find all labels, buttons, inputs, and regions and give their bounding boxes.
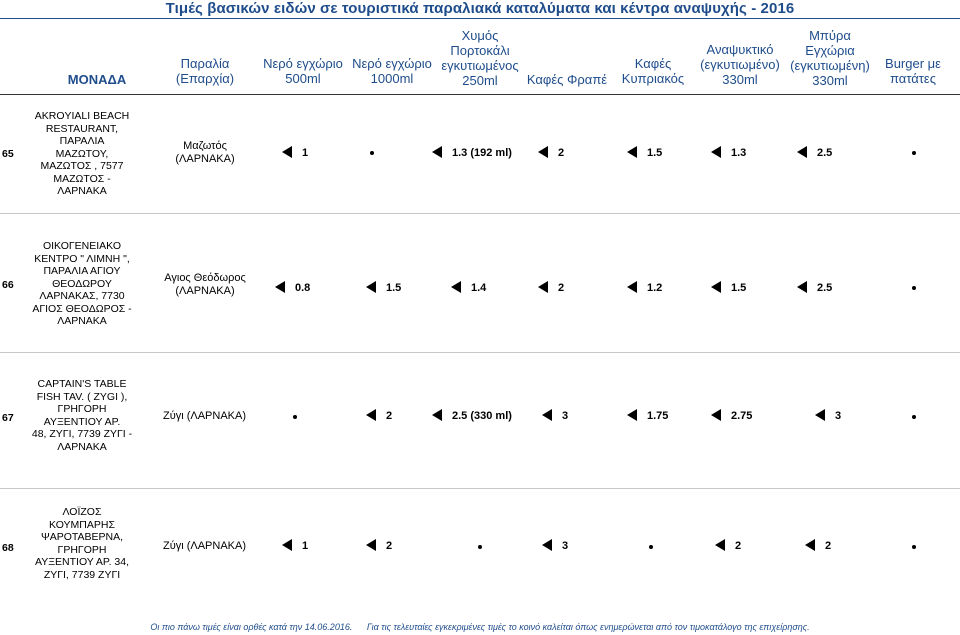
price-juice: 2.5 (330 ml) xyxy=(432,410,512,423)
price-soft-drink: 2.75 xyxy=(711,410,752,423)
arrow-icon xyxy=(451,281,461,293)
header-soft-drink: Αναψυκτικό (εγκυτιωμένο) 330ml xyxy=(700,42,780,87)
price-water-1000: 2 xyxy=(366,410,392,423)
arrow-icon xyxy=(797,146,807,158)
arrow-icon xyxy=(542,409,552,421)
dot-icon xyxy=(370,151,374,155)
dot-icon xyxy=(912,286,916,290)
title-underline xyxy=(0,18,960,19)
price-beer: 3 xyxy=(815,410,841,423)
row-number: 66 xyxy=(2,279,14,291)
beach-town: Μαζωτός (ΛΑΡΝΑΚΑ) xyxy=(175,140,235,165)
price-cypriot-coffee: 1.75 xyxy=(627,410,668,423)
dot-icon xyxy=(478,545,482,549)
business-name: CAPTAIN'S TABLE FISH TAV. ( ZYGI ), ΓΡΗΓΟΡΗ ΑΥΞΕΝΤΙΟΥ ΑΡ. 48, ΖΥΓΙ, 7739 ΖΥΓΙ - ΛΑΡΝΑΚΑ xyxy=(31,378,133,453)
price-juice: 1.4 xyxy=(451,282,486,295)
price-beer: 2.5 xyxy=(797,147,832,160)
arrow-icon xyxy=(542,539,552,551)
arrow-icon xyxy=(711,409,721,421)
beach-town: Ζύγι (ΛΑΡΝΑΚΑ) xyxy=(162,410,247,422)
dot-icon xyxy=(649,545,653,549)
arrow-icon xyxy=(711,281,721,293)
footer-note xyxy=(0,622,960,632)
arrow-icon xyxy=(627,409,637,421)
row-divider xyxy=(0,488,960,489)
price-water-1000: 1.5 xyxy=(366,282,401,295)
price-juice: 1.3 (192 ml) xyxy=(432,147,512,160)
row-number: 65 xyxy=(2,148,14,160)
header-water-500: Νερό εγχώριο 500ml xyxy=(263,56,343,86)
arrow-icon xyxy=(366,539,376,551)
arrow-icon xyxy=(538,281,548,293)
arrow-icon xyxy=(538,146,548,158)
business-name: ΟΙΚΟΓΕΝΕΙΑΚΟ ΚΕΝΤΡΟ " ΛΙΜΝΗ ", ΠΑΡΑΛΙΑ ΑΓΙΟΥ ΘΕΟΔΩΡΟΥ ΛΑΡΝΑΚΑΣ, 7730 ΑΓΙΟΣ ΘΕΟΔΩΡΟΣ - ΛΑΡΝΑΚΑ xyxy=(32,240,132,327)
header-beach: Παραλία (Επαρχία) xyxy=(175,56,235,86)
price-water-500: 0.8 xyxy=(275,282,310,295)
arrow-icon xyxy=(797,281,807,293)
header-cypriot-coffee: Καφές Κυπριακός xyxy=(621,56,685,86)
price-frappe: 2 xyxy=(538,282,564,295)
header-burger: Burger με πατάτες xyxy=(885,56,941,86)
dot-icon xyxy=(293,415,297,419)
price-frappe: 2 xyxy=(538,147,564,160)
row-number: 67 xyxy=(2,412,14,424)
header-juice: Χυμός Πορτοκάλι εγκυτιωμένος 250ml xyxy=(441,28,519,88)
dot-icon xyxy=(912,415,916,419)
arrow-icon xyxy=(627,281,637,293)
dot-icon xyxy=(912,545,916,549)
price-cypriot-coffee: 1.5 xyxy=(627,147,662,160)
price-soft-drink: 1.5 xyxy=(711,282,746,295)
row-divider xyxy=(0,213,960,214)
price-water-1000: 2 xyxy=(366,540,392,553)
price-soft-drink: 1.3 xyxy=(711,147,746,160)
footer-validity-date: Οι πιο πάνω τιμές είναι ορθές κατά την 14.06.2016. xyxy=(150,622,353,632)
header-unit: ΜΟΝΑΔΑ xyxy=(67,72,127,87)
beach-town: Αγιος Θεόδωρος (ΛΑΡΝΑΚΑ) xyxy=(164,272,246,297)
price-beer: 2.5 xyxy=(797,282,832,295)
price-water-500: 1 xyxy=(282,147,308,160)
header-water-1000: Νερό εγχώριο 1000ml xyxy=(352,56,432,86)
business-name: ΛΟΪΖΟΣ ΚΟΥΜΠΑΡΗΣ ΨΑΡΟΤΑΒΕΡΝΑ, ΓΡΗΓΟΡΗ ΑΥΞΕΝΤΙΟΥ ΑΡ. 34, ΖΥΓΙ, 7739 ΖΥΓΙ xyxy=(34,506,130,581)
arrow-icon xyxy=(432,409,442,421)
arrow-icon xyxy=(805,539,815,551)
row-divider xyxy=(0,352,960,353)
price-beer: 2 xyxy=(805,540,831,553)
business-name: AKROYIALI BEACH RESTAURANT, ΠΑΡΑΛΙΑ ΜΑΖΩΤΟΥ, ΜΑΖΩΤΟΣ , 7577 ΜΑΖΩΤΟΣ - ΛΑΡΝΑΚΑ xyxy=(34,110,130,197)
arrow-icon xyxy=(366,409,376,421)
arrow-icon xyxy=(275,281,285,293)
price-soft-drink: 2 xyxy=(715,540,741,553)
header-divider xyxy=(0,94,960,95)
arrow-icon xyxy=(366,281,376,293)
footer-disclaimer: Για τις τελευταίες εγκεκριμένες τιμές το κοινό καλείται όπως ενημερώνεται από τον τιμοκατάλογο της επιχείρησης. xyxy=(366,622,810,632)
price-frappe: 3 xyxy=(542,410,568,423)
price-water-500: 1 xyxy=(282,540,308,553)
dot-icon xyxy=(912,151,916,155)
header-beer: Μπύρα Εγχώρια (εγκυτιωμένη) 330ml xyxy=(790,28,870,88)
page-title: Τιμές βασικών ειδών σε τουριστικά παραλιακά καταλύματα και κέντρα αναψυχής - 2016 xyxy=(165,0,795,17)
header-frappe: Καφές Φραπέ xyxy=(526,72,608,87)
price-frappe: 3 xyxy=(542,540,568,553)
arrow-icon xyxy=(627,146,637,158)
arrow-icon xyxy=(815,409,825,421)
arrow-icon xyxy=(715,539,725,551)
arrow-icon xyxy=(282,146,292,158)
row-number: 68 xyxy=(2,542,14,554)
beach-town: Ζύγι (ΛΑΡΝΑΚΑ) xyxy=(162,540,247,552)
arrow-icon xyxy=(711,146,721,158)
price-cypriot-coffee: 1.2 xyxy=(627,282,662,295)
arrow-icon xyxy=(282,539,292,551)
arrow-icon xyxy=(432,146,442,158)
